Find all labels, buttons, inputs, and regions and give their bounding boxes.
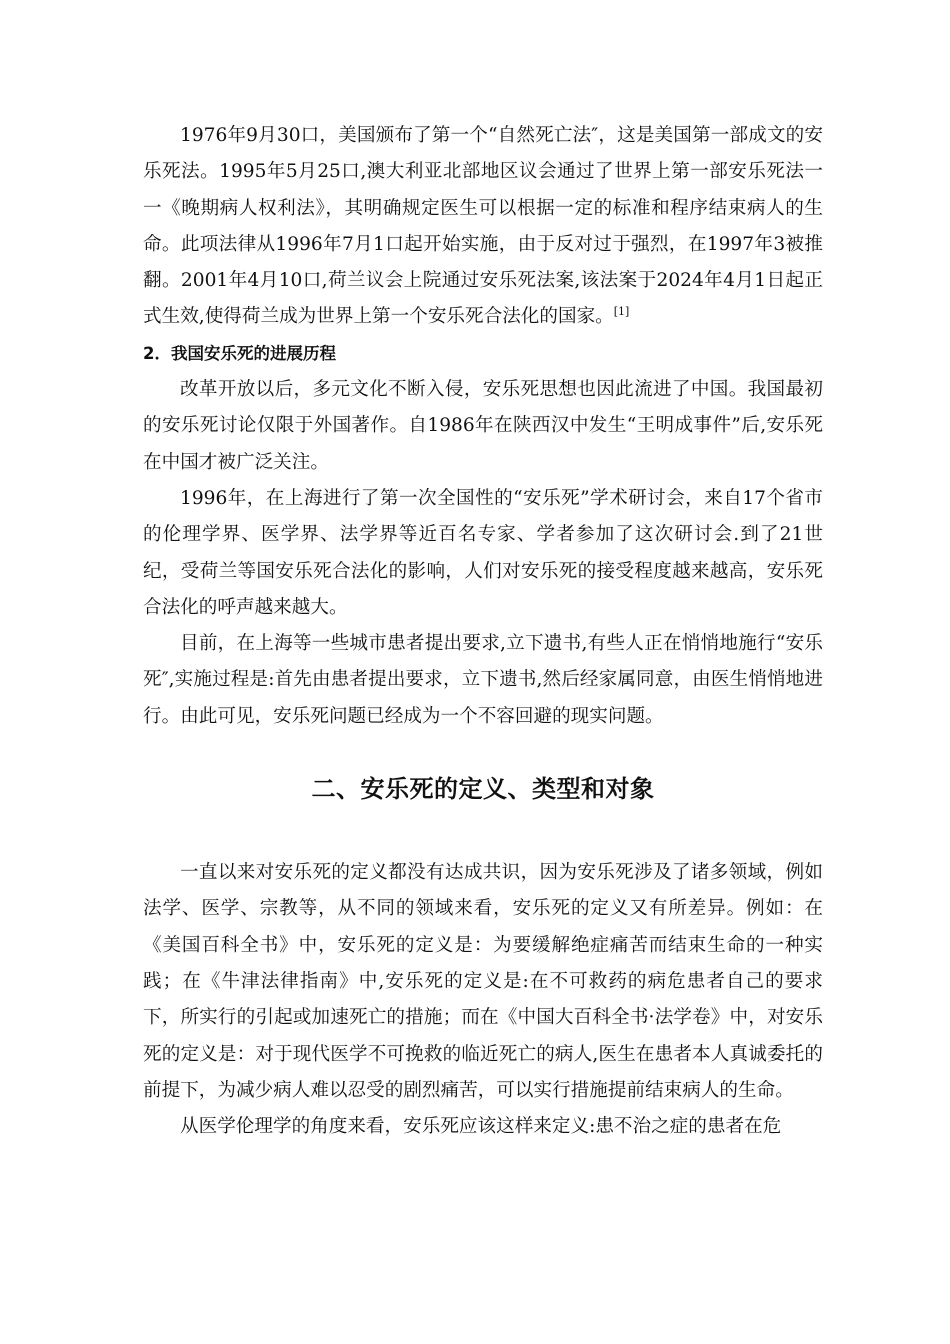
paragraph-text: 1976年9月30口，美国颁布了第一个“自然死亡法″，这是美国第一部成文的安乐死法。1995年5月25口,澳大利亚北部地区议会通过了世界上第一部安乐死法一一《晚期病人权利法》，其明确规定医生可以根据一定的标准和程序结束病人的生命。此项法律从1996年7月1口起开始实施，由于反对过于强烈，在1997年3被推翻。2001年4月10口,荷兰议会上院通过安乐死法案,该法案于2024年4月1日起正式生效,使得荷兰成为世界上第一个安乐死合法化的国家。 [143, 125, 823, 328]
paragraph-definitions: 一直以来对安乐死的定义都没有达成共识，因为安乐死涉及了诸多领域，例如法学、医学、宗教等，从不同的领域来看，安乐死的定义又有所差异。例如：在《美国百科全书》中，安乐死的定义是：为要缓解绝症痛苦而结束生命的一种实践；在《牛津法律指南》中,安乐死的定义是:在不可救药的病危患者自己的要求下，所实行的引起或加速死亡的措施；而在《中国大百科全书·法学卷》中，对安乐死的定义是：对于现代医学不可挽救的临近死亡的病人,医生在患者本人真诚委托的前提下，为减少病人难以忍受的剧烈痛苦，可以实行措施提前结束病人的生命。 [143, 862, 823, 1101]
document-page [143, 118, 823, 1145]
paragraph-1996-conference: 1996年，在上海进行了第一次全国性的“安乐死”学术研讨会，来自17个省市的伦理学界、医学界、法学界等近百名专家、学者参加了这次研讨会.到了21世纪，受荷兰等国安乐死合法化的影响，人们对安乐死的接受程度越来越高，安乐死合法化的呼声越来越大。 [143, 487, 823, 618]
section-title: 二、安乐死的定义、类型和对象 [311, 775, 655, 804]
subheading-china-progress: 2．我国安乐死的进展历程 [143, 343, 336, 363]
paragraph-current-practice: 目前，在上海等一些城市患者提出要求,立下遗书,有些人正在悄悄地施行“安乐死″,实施过程是:首先由患者提出要求，立下遗书,然后经家属同意，由医生悄悄地进行。由此可见，安乐死问题已经成为一个不容回避的现实问题。 [143, 633, 823, 727]
paragraph-natural-death-laws [143, 118, 823, 336]
citation-reference: [1] [613, 305, 630, 319]
paragraph-medical-ethics: 从医学伦理学的角度来看，安乐死应该这样来定义:患不治之症的患者在危 [180, 1116, 782, 1138]
paragraph-reform-opening: 改革开放以后，多元文化不断入侵，安乐死思想也因此流进了中国。我国最初的安乐死讨论仅限于外国著作。自1986年在陕西汉中发生“王明成事件”后,安乐死在中国才被广泛关注。 [143, 379, 823, 473]
